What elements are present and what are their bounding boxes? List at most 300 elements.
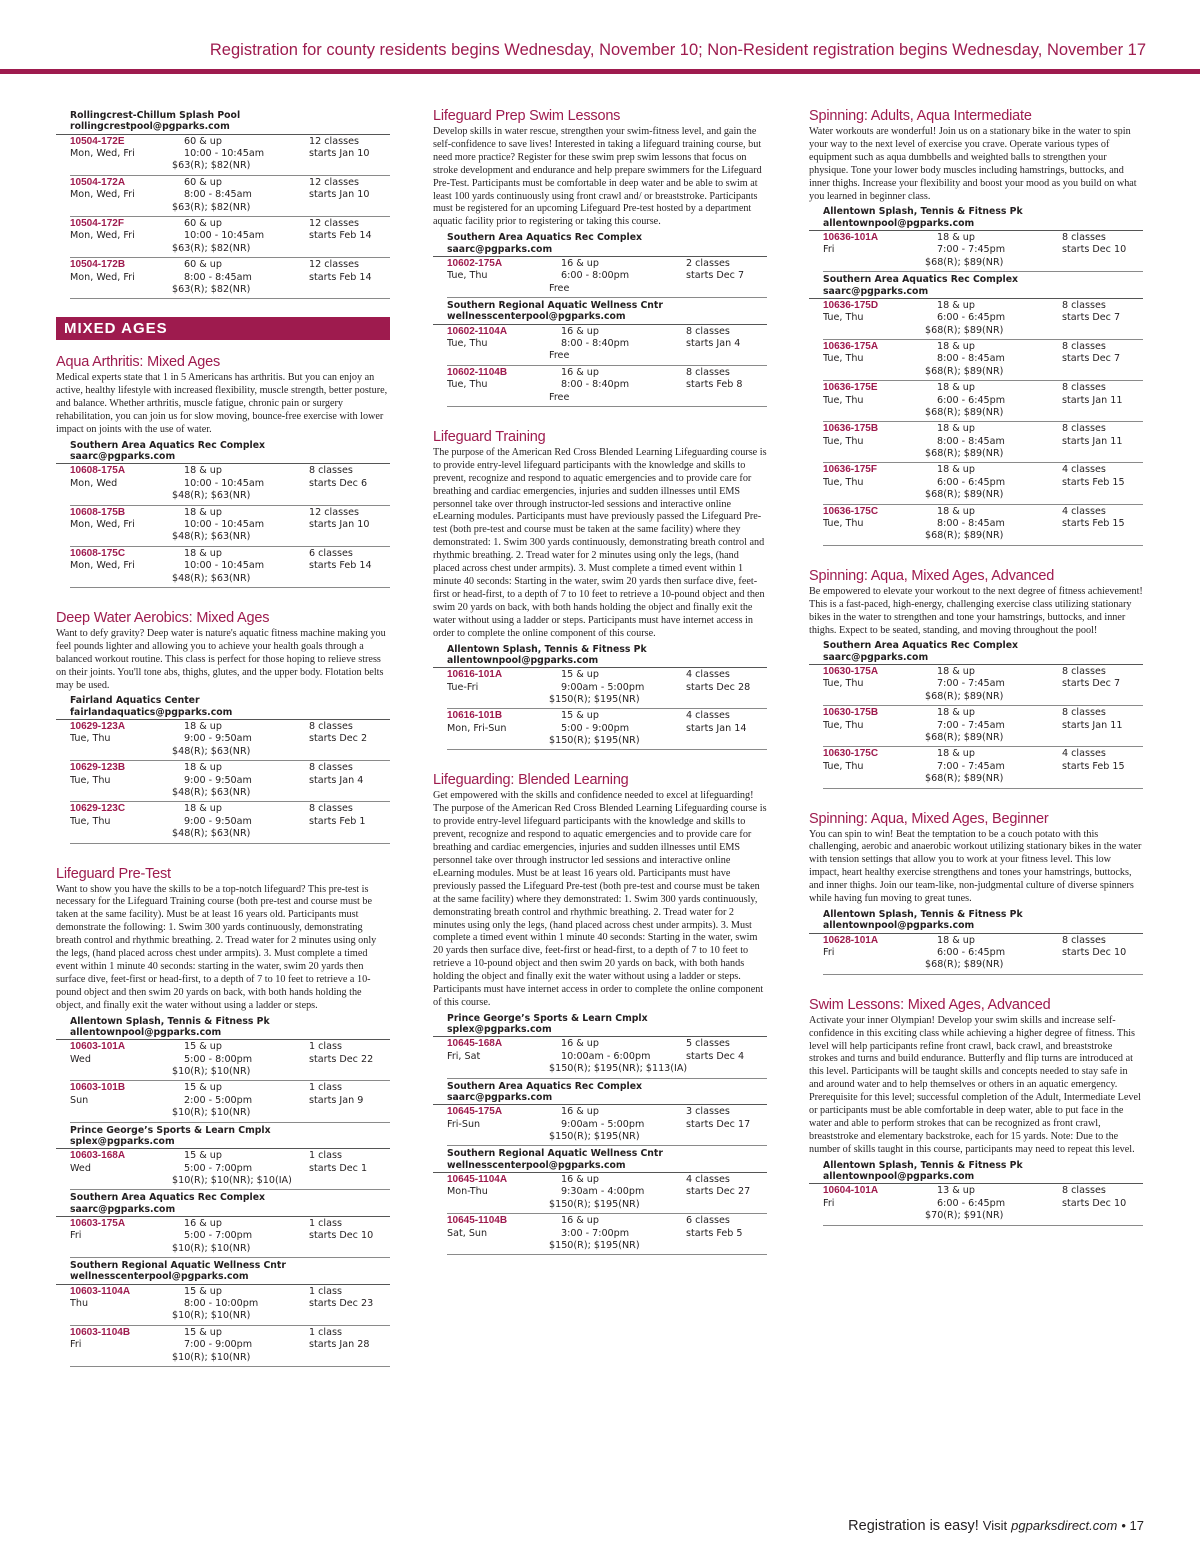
location-name: Southern Area Aquatics Rec Complex: [823, 274, 1019, 286]
class-days: Fri: [823, 1197, 835, 1209]
class-row: [447, 1174, 767, 1186]
class-start: starts Dec 7: [686, 270, 745, 282]
section-lifeguard-training: [433, 429, 767, 751]
class-row: [447, 1228, 767, 1240]
class-days: Tue, Thu: [70, 815, 111, 827]
class-row: [823, 707, 1143, 719]
class-start: starts Dec 10: [1062, 946, 1127, 958]
class-count: 5 classes: [686, 1038, 730, 1050]
page-footer: [848, 1518, 1144, 1534]
location-email: rollingcrestpool@pgparks.com: [70, 121, 230, 133]
section-description: The purpose of the American Red Cross Blended Learning Lifeguarding course is to provide entry-level lifeguard participants with the knowledge and skills to prevent, recognize and respond to aquatic emergencies and to provide care for breathing and cardiac emergencies, injuries and sudden illnesses until EMS personnel take over through instructor-led sessions and interactive online eLearning modules. Participants must have previously passed the Lifeguard Pre-test (both pre-test and course must be taken at the same facility) where they demonstrated: 1. Swim 300 yards continuously, demonstrating breath control and rhythmic breathing. 2. Tread water for 2 minutes using only the legs, (hand placed across chest under armpits). 3. Must complete a timed event within 1 minute 40 seconds: Starting in the water, swim 20 yards then surface dive, feet-first or head-first, to a depth of 7 to 10 feet to retrieve a 10-pound object and then swim 20 yards on back, with both hands holding the object and finally exit the water without using a ladder or steps. Participants must have internet access in order to complete the online component of this course.: [433, 446, 767, 639]
class-count: 3 classes: [686, 1106, 730, 1118]
class-row: [70, 828, 390, 840]
class-number: 10603-1104B: [70, 1326, 131, 1338]
class-start: starts Jan 4: [686, 338, 741, 349]
class-row: [447, 350, 767, 362]
class-time: 9:00 - 9:50am: [184, 774, 252, 786]
class-blank: [70, 828, 184, 840]
class-row: [823, 959, 1143, 971]
class-start: starts Dec 10: [1062, 1197, 1127, 1209]
class-start: starts Feb 15: [1062, 476, 1125, 488]
class-row: [70, 519, 390, 531]
class-blank: [447, 694, 561, 706]
class-days: Mon, Wed, Fri: [70, 189, 135, 201]
class-row: [70, 177, 390, 189]
class-listing: [70, 802, 390, 843]
section-deep-water-aerobics: [56, 610, 390, 844]
class-age: 15 & up: [184, 1041, 222, 1053]
class-fee: $68(R); $89(NR): [925, 365, 1004, 377]
class-number: 10645-168A: [447, 1038, 503, 1050]
class-listing: [70, 176, 390, 217]
class-row: [823, 732, 1143, 744]
class-count: 1 class: [309, 1150, 342, 1162]
class-number: 10636-175D: [823, 299, 879, 311]
class-blank: [70, 573, 184, 585]
class-row: [447, 723, 767, 735]
location-email: allentownpool@pgparks.com: [70, 1026, 222, 1038]
location-email: saarc@pgparks.com: [447, 243, 553, 255]
class-age: 18 & up: [184, 465, 222, 477]
location-block: [809, 640, 1143, 665]
class-row: [70, 218, 390, 230]
class-fee: $63(R); $82(NR): [172, 201, 251, 213]
location-block: [56, 1125, 390, 1150]
class-fee: $48(R); $63(NR): [172, 828, 251, 840]
section-description: Water workouts are wonderful! Join us on a stationary bike in the water to spin your way to the next level of exercise you crave. Operate various types of equipment such as aqua dumbbells and weighted balls to strengthen your physique. Tone your lower body muscles including hamstrings, buttocks, and inner thighs. Increase your flexibility and boost your mood as you build on what you learned in beginner class.: [809, 126, 1137, 202]
class-fee: $48(R); $63(NR): [172, 490, 251, 502]
class-row: [70, 259, 390, 271]
class-time: 9:00 - 9:50am: [184, 815, 252, 827]
class-number: 10603-175A: [70, 1217, 126, 1229]
class-start: starts Feb 15: [1062, 760, 1125, 772]
class-age: 60 & up: [184, 176, 222, 188]
class-fee: $68(R); $89(NR): [925, 530, 1004, 542]
class-age: 60 & up: [184, 259, 222, 271]
class-age: 16 & up: [561, 257, 599, 269]
class-listing: [823, 231, 1143, 272]
class-time: 5:00 - 8:00pm: [184, 1053, 253, 1065]
class-age: 16 & up: [184, 1217, 222, 1229]
class-row: [70, 1230, 390, 1242]
class-age: 16 & up: [561, 325, 599, 337]
class-listing: [70, 217, 390, 258]
class-blank: [823, 489, 937, 501]
location-block: [809, 274, 1143, 299]
class-row: [70, 478, 390, 490]
class-days: Fri: [70, 1339, 82, 1351]
class-time: 5:00 - 7:00pm: [184, 1162, 253, 1174]
section-description: You can spin to win! Beat the temptation to be a couch potato with this challenging, aerobic and anaerobic workout utilizing stationary bikes in the water with tension settings that allow you to work at your fitness level. This low impact, heart healthy exercise strengthens and tones your hamstrings, buttocks, and inner thighs. Join our team-like, non-judgmental culture of diverse spinners while having fun moving to great tunes.: [809, 828, 1142, 905]
class-number: 10630-175A: [823, 666, 879, 678]
class-start: starts Dec 6: [309, 477, 368, 489]
page-header: [0, 0, 1200, 75]
location-block: [433, 1013, 767, 1038]
class-row: [823, 423, 1143, 435]
class-age: 18 & up: [937, 748, 975, 760]
class-fee: $68(R); $89(NR): [925, 690, 1004, 702]
class-listing: [447, 668, 767, 709]
location-name: Southern Area Aquatics Rec Complex: [447, 232, 643, 244]
class-row: [447, 682, 767, 694]
class-row: [823, 395, 1143, 407]
class-number: 10602-1104A: [447, 325, 508, 337]
class-row: [823, 366, 1143, 378]
class-blank: [70, 160, 184, 172]
class-days: Tue, Thu: [823, 760, 864, 772]
section-aqua-arthritis: [56, 354, 390, 588]
section-spinning-intermediate: [809, 108, 1143, 546]
class-listing: [70, 1081, 390, 1122]
class-row: [70, 531, 390, 543]
location-name: Prince George’s Sports & Learn Cmplx: [70, 1124, 271, 1136]
class-fee: Free: [549, 391, 570, 403]
section-lifeguard-pretest: [56, 866, 390, 1367]
location-email: allentownpool@pgparks.com: [823, 920, 975, 932]
section-title: Lifeguard Pre-Test: [56, 865, 171, 882]
class-listing: [70, 464, 390, 505]
class-blank: [823, 407, 937, 419]
class-blank: [70, 202, 184, 214]
class-start: starts Jan 4: [309, 774, 364, 786]
class-listing: [70, 1217, 390, 1258]
class-days: Tue, Thu: [823, 719, 864, 731]
class-count: 1 class: [309, 1326, 342, 1338]
class-row: [447, 735, 767, 747]
section-description: Activate your inner Olympian! Develop your swim skills and increase self-confidence in this exciting class while achieving a higher degree of fitness. This level will help participants refine front crawl, back crawl, and breaststroke strokes and turns and build endurance. Butterfly and flip turns are introduced at this level. Participants will be taught skills and concepts needed to stay safe in and around water and to help themselves or others in an aquatic emergency. Prerequisite for this level; successful completion of the Adult, Intermediate Level or participants must be able comfortable in deep water, able to put face in the water and able to perform strokes that can be recognized as front crawl, breaststroke and elementary backstroke, each for 15 yards. Note: Due to the number of skills taught in this course, participants may need to repeat this level.: [809, 1014, 1141, 1155]
class-days: Tue, Thu: [70, 774, 111, 786]
class-age: 18 & up: [937, 666, 975, 678]
class-days: Mon, Wed, Fri: [70, 271, 135, 283]
location-block: [433, 1081, 767, 1106]
class-row: [447, 1131, 767, 1143]
class-number: 10504-172A: [70, 176, 126, 188]
location-name: Southern Regional Aquatic Wellness Cntr: [70, 1260, 286, 1272]
class-listing: [823, 463, 1143, 504]
footer-page-number: • 17: [1121, 1518, 1144, 1533]
section-swim-advanced: [809, 997, 1143, 1226]
class-start: starts Dec 28: [686, 681, 751, 693]
class-age: 18 & up: [184, 803, 222, 815]
class-listing: [70, 720, 390, 761]
class-listing: [823, 1184, 1143, 1225]
class-time: 10:00 - 10:45am: [184, 230, 265, 242]
class-age: 15 & up: [184, 1082, 222, 1094]
class-row: [70, 733, 390, 745]
class-count: 1 class: [309, 1082, 342, 1094]
class-blank: [447, 1199, 561, 1211]
class-days: Mon-Thu: [447, 1186, 488, 1198]
class-age: 16 & up: [561, 366, 599, 378]
class-age: 15 & up: [184, 1285, 222, 1297]
class-age: 18 & up: [184, 547, 222, 559]
class-days: Mon, Wed, Fri: [70, 560, 135, 572]
class-row: [70, 136, 390, 148]
location-block: [809, 909, 1143, 934]
class-row: [823, 773, 1143, 785]
class-number: 10629-123B: [70, 762, 126, 774]
class-listing: [447, 709, 767, 750]
class-count: 8 classes: [1062, 934, 1106, 946]
class-start: starts Jan 10: [309, 189, 370, 201]
location-block: [56, 440, 390, 465]
class-number: 10604-101A: [823, 1185, 879, 1197]
class-fee: $10(R); $10(NR): [172, 1107, 251, 1119]
class-row: [823, 341, 1143, 353]
class-blank: [447, 1131, 561, 1143]
class-start: starts Feb 5: [686, 1227, 743, 1239]
class-listing: [823, 299, 1143, 340]
class-age: 18 & up: [937, 340, 975, 352]
class-days: Wed: [70, 1053, 91, 1065]
class-age: 18 & up: [184, 506, 222, 518]
location-name: Southern Regional Aquatic Wellness Cntr: [447, 300, 663, 312]
section-lifeguarding-blended: [433, 772, 767, 1255]
class-number: 10603-101A: [70, 1041, 126, 1053]
class-fee: $68(R); $89(NR): [925, 489, 1004, 501]
class-days: Fri: [70, 1230, 82, 1242]
class-listing: [70, 1285, 390, 1326]
class-days: Fri: [823, 244, 835, 256]
class-row: [447, 258, 767, 270]
class-start: starts Dec 7: [1062, 678, 1121, 690]
section-title: Aqua Arthritis: Mixed Ages: [56, 354, 221, 371]
class-row: [70, 816, 390, 828]
class-row: [823, 678, 1143, 690]
class-fee: $10(R); $10(NR): [172, 1310, 251, 1322]
class-start: starts Feb 8: [686, 379, 743, 391]
class-age: 18 & up: [937, 707, 975, 719]
class-number: 10608-175C: [70, 547, 126, 559]
class-time: 6:00 - 6:45pm: [937, 1197, 1006, 1209]
location-email: fairlandaquatics@pgparks.com: [70, 706, 233, 718]
class-start: starts Feb 15: [1062, 518, 1125, 530]
class-row: [70, 1352, 390, 1364]
class-row: [823, 1198, 1143, 1210]
class-blank: [70, 1175, 184, 1187]
class-row: [70, 548, 390, 560]
class-number: 10636-175E: [823, 382, 878, 394]
class-start: starts Dec 10: [1062, 244, 1127, 256]
footer-url-link[interactable]: pgparksdirect.com: [1011, 1518, 1118, 1533]
class-fee: $150(R); $195(NR): [549, 693, 640, 705]
class-fee: $10(R); $10(NR): [172, 1242, 251, 1254]
class-fee: $150(R); $195(NR); $113(IA): [549, 1063, 688, 1075]
location-email: allentownpool@pgparks.com: [823, 217, 975, 229]
section-spinning-advanced: [809, 568, 1143, 789]
class-age: 16 & up: [561, 1215, 599, 1227]
class-count: 8 classes: [1062, 340, 1106, 352]
class-blank: [70, 531, 184, 543]
class-row: [70, 1054, 390, 1066]
class-number: 10629-123A: [70, 721, 126, 733]
location-name: Allentown Splash, Tennis & Fitness Pk: [823, 206, 1023, 218]
location-email: saarc@pgparks.com: [70, 1203, 176, 1215]
class-row: [823, 382, 1143, 394]
class-row: [823, 1185, 1143, 1197]
class-row: [70, 1243, 390, 1255]
class-row: [823, 761, 1143, 773]
class-days: Mon, Wed, Fri: [70, 518, 135, 530]
class-count: 12 classes: [309, 217, 359, 229]
class-blank: [70, 1310, 184, 1322]
class-blank: [447, 1240, 561, 1252]
location-email: allentownpool@pgparks.com: [823, 1171, 975, 1183]
class-row: [823, 312, 1143, 324]
class-row: [70, 803, 390, 815]
class-time: 9:00am - 5:00pm: [561, 1118, 645, 1130]
section-title: Spinning: Aqua, Mixed Ages, Beginner: [809, 810, 1049, 827]
class-row: [447, 379, 767, 391]
class-row: [823, 1210, 1143, 1222]
class-start: starts Jan 14: [686, 722, 747, 734]
class-fee: $48(R); $63(NR): [172, 745, 251, 757]
class-number: 10608-175A: [70, 465, 126, 477]
class-fee: $68(R); $89(NR): [925, 406, 1004, 418]
location-name: Southern Area Aquatics Rec Complex: [823, 640, 1019, 652]
class-listing: [70, 1149, 390, 1190]
class-number: 10636-175C: [823, 505, 879, 517]
class-fee: $150(R); $195(NR): [549, 1198, 640, 1210]
class-age: 18 & up: [937, 382, 975, 394]
class-number: 10616-101B: [447, 710, 503, 722]
class-time: 8:00 - 8:45am: [937, 518, 1005, 530]
class-row: [70, 746, 390, 758]
class-count: 8 classes: [1062, 423, 1106, 435]
class-days: Tue-Fri: [447, 681, 479, 693]
class-count: 8 classes: [1062, 299, 1106, 311]
class-age: 18 & up: [937, 934, 975, 946]
section-description: Want to defy gravity? Deep water is nature's aquatic fitness machine making you feel pounds lighter and allowing you to achieve your health goals through a balanced workout routine. This class is perfect for those hoping to relieve stress on their joints. You'll tone abs, thighs, glutes, and the upper body. Flotation belts may be used.: [56, 627, 386, 691]
location-name: Allentown Splash, Tennis & Fitness Pk: [70, 1015, 270, 1027]
class-time: 5:00 - 9:00pm: [561, 722, 630, 734]
class-number: 10630-175B: [823, 707, 879, 719]
class-number: 10603-1104A: [70, 1285, 131, 1297]
location-block: [433, 644, 767, 669]
class-fee: $48(R); $63(NR): [172, 531, 251, 543]
class-blank: [70, 1066, 184, 1078]
class-start: starts Dec 22: [309, 1053, 374, 1065]
class-start: starts Jan 11: [1062, 719, 1123, 731]
class-row: [823, 257, 1143, 269]
class-time: 10:00 - 10:45am: [184, 147, 265, 159]
location-block: [433, 1148, 767, 1173]
class-row: [823, 477, 1143, 489]
class-blank: [70, 284, 184, 296]
class-row: [447, 1199, 767, 1211]
class-start: starts Jan 11: [1062, 435, 1123, 447]
class-days: Sat, Sun: [447, 1227, 488, 1239]
class-time: 8:00 - 10:00pm: [184, 1298, 259, 1310]
class-fee: $48(R); $63(NR): [172, 787, 251, 798]
class-number: 10602-175A: [447, 257, 503, 269]
class-time: 8:00 - 8:45am: [184, 189, 252, 201]
section-splash-pool: [56, 110, 390, 299]
class-blank: [70, 746, 184, 758]
class-days: Fri, Sat: [447, 1050, 481, 1062]
class-age: 18 & up: [184, 762, 222, 774]
class-blank: [823, 959, 937, 971]
class-number: 10504-172B: [70, 259, 126, 271]
class-row: [70, 272, 390, 284]
class-start: starts Dec 7: [1062, 353, 1121, 365]
class-row: [70, 1310, 390, 1322]
class-start: starts Jan 10: [309, 147, 370, 159]
class-count: 2 classes: [686, 257, 730, 269]
class-age: 18 & up: [937, 505, 975, 517]
class-listing: [823, 934, 1143, 975]
class-row: [823, 666, 1143, 678]
location-email: wellnesscenterpool@pgparks.com: [447, 1159, 626, 1171]
class-listing: [447, 1037, 767, 1078]
column-middle: [433, 108, 767, 1267]
class-age: 60 & up: [184, 217, 222, 229]
class-number: 10602-1104B: [447, 366, 508, 378]
class-days: Sun: [70, 1094, 89, 1106]
class-time: 8:00 - 8:45am: [184, 271, 252, 283]
class-blank: [70, 1107, 184, 1119]
location-name: Rollingcrest-Chillum Splash Pool: [70, 110, 241, 121]
class-row: [70, 1339, 390, 1351]
class-days: Tue, Thu: [70, 733, 111, 745]
class-age: 16 & up: [561, 1106, 599, 1118]
class-fee: $10(R); $10(NR): [172, 1351, 251, 1363]
class-days: Mon, Fri-Sun: [447, 722, 507, 734]
class-time: 3:00 - 7:00pm: [561, 1227, 630, 1239]
class-time: 8:00 - 8:45am: [937, 353, 1005, 365]
class-listing: [823, 340, 1143, 381]
location-email: saarc@pgparks.com: [70, 451, 176, 463]
class-row: [447, 392, 767, 404]
location-block: [56, 1192, 390, 1217]
class-row: [823, 506, 1143, 518]
location-email: wellnesscenterpool@pgparks.com: [70, 1271, 249, 1283]
class-fee: $150(R); $195(NR): [549, 1131, 640, 1143]
class-row: [70, 284, 390, 296]
class-time: 6:00 - 6:45pm: [937, 312, 1006, 324]
class-time: 10:00 - 10:45am: [184, 477, 265, 489]
class-row: [823, 464, 1143, 476]
class-row: [447, 338, 767, 350]
class-fee: $10(R); $10(NR); $10(IA): [172, 1174, 292, 1186]
location-email: wellnesscenterpool@pgparks.com: [447, 311, 626, 323]
class-count: 4 classes: [1062, 748, 1106, 760]
class-count: 1 class: [309, 1041, 342, 1053]
class-row: [447, 1038, 767, 1050]
class-time: 10:00 - 10:45am: [184, 518, 265, 530]
class-number: 10628-101A: [823, 934, 879, 946]
class-age: 15 & up: [561, 710, 599, 722]
class-row: [447, 1106, 767, 1118]
class-time: 6:00 - 6:45pm: [937, 394, 1006, 406]
registration-notice: Registration for county residents begins Wednesday, November 10; Non-Resident registration begins Wednesday, November 17: [209, 41, 1146, 59]
class-fee: $68(R); $89(NR): [925, 732, 1004, 743]
class-listing: [70, 547, 390, 588]
class-start: starts Feb 14: [309, 271, 372, 283]
class-blank: [823, 448, 937, 460]
class-blank: [70, 490, 184, 502]
class-number: 10636-175A: [823, 340, 879, 352]
class-row: [70, 1095, 390, 1107]
class-count: 8 classes: [1062, 666, 1106, 678]
class-row: [823, 947, 1143, 959]
location-name: Prince George’s Sports & Learn Cmplx: [447, 1012, 648, 1024]
class-listing: [70, 135, 390, 176]
class-fee: $68(R); $89(NR): [925, 773, 1004, 785]
class-row: [70, 202, 390, 214]
class-listing: [70, 1040, 390, 1081]
